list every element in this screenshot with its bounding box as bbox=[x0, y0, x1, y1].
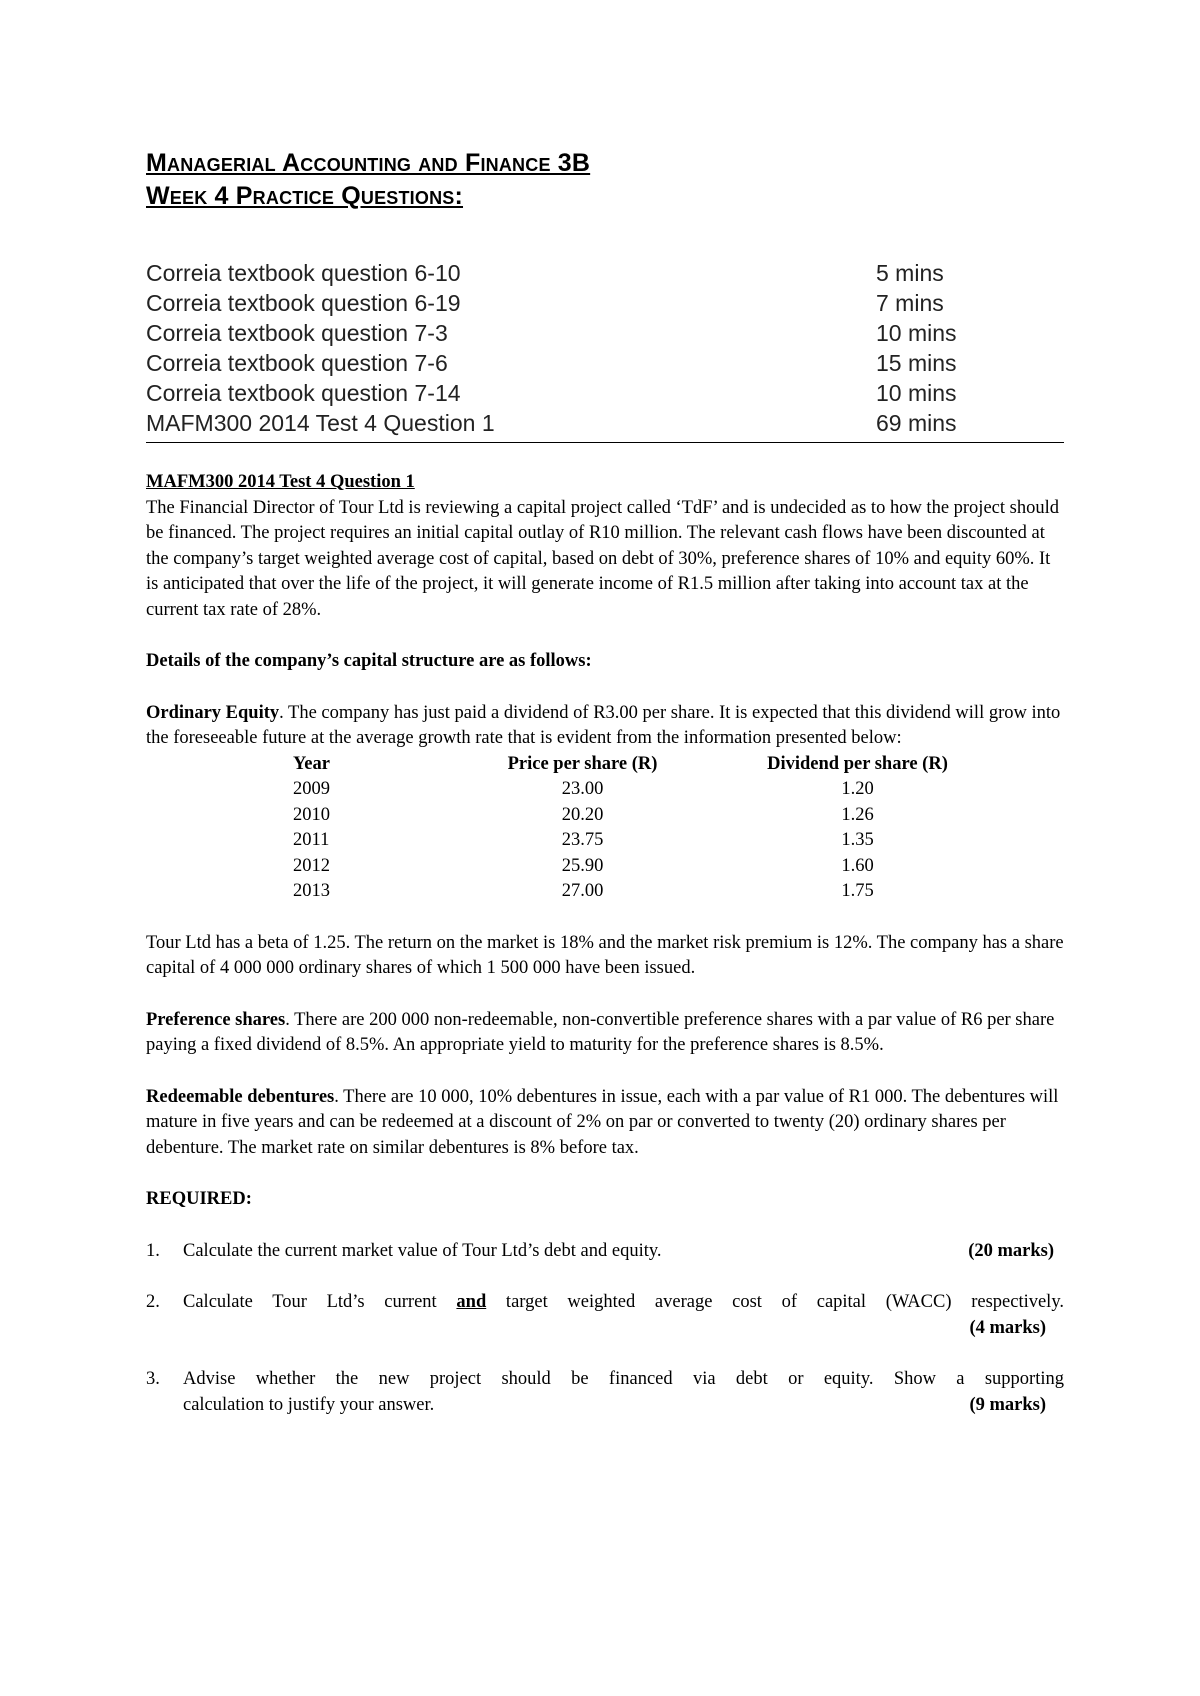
beta-paragraph: Tour Ltd has a beta of 1.25. The return on the market is 18% and the market risk premium is 12%. The company has a share capital of 4 000 000 ordinary shares of which 1 500 000 have been issued. bbox=[146, 932, 1064, 978]
question-label: Correia textbook question 7-6 bbox=[146, 350, 448, 376]
question-heading: MAFM300 2014 Test 4 Question 1 bbox=[146, 472, 415, 492]
required-heading: REQUIRED: bbox=[146, 1189, 252, 1209]
dividend-cell: 1.26 bbox=[841, 804, 874, 825]
question-label: Correia textbook question 7-3 bbox=[146, 320, 448, 346]
question-label: Correia textbook question 6-19 bbox=[146, 290, 461, 316]
question-label: MAFM300 2014 Test 4 Question 1 bbox=[146, 410, 495, 436]
required-item-2 bbox=[146, 1290, 1064, 1341]
dividend-cell: 1.75 bbox=[841, 881, 874, 901]
year-cell: 2011 bbox=[293, 830, 330, 850]
question-label: Correia textbook question 6-10 bbox=[146, 260, 461, 286]
question-time: 15 mins bbox=[876, 350, 957, 376]
dividend-cell: 1.60 bbox=[841, 855, 874, 876]
equity-label: Ordinary Equity bbox=[146, 702, 280, 723]
question-time: 5 mins bbox=[876, 260, 944, 286]
price-cell: 27.00 bbox=[561, 881, 604, 901]
debenture-paragraph bbox=[146, 1085, 1064, 1162]
capital-structure-heading: Details of the company’s capital structure are as follows: bbox=[146, 651, 592, 671]
practice-question-list bbox=[146, 258, 1064, 443]
list-item bbox=[146, 378, 1064, 408]
required-item-1 bbox=[146, 1239, 1064, 1265]
course-title: Managerial Accounting and Finance 3B bbox=[146, 149, 591, 177]
year-cell: 2013 bbox=[293, 881, 330, 901]
item-marks: (9 marks) bbox=[969, 1394, 1046, 1415]
share-history-table bbox=[146, 752, 990, 905]
year-cell: 2012 bbox=[293, 855, 330, 876]
question-time: 69 mins bbox=[876, 410, 957, 436]
preference-label: Preference shares bbox=[146, 1009, 286, 1030]
item-marks: (4 marks) bbox=[969, 1317, 1046, 1338]
question-time: 7 mins bbox=[876, 290, 944, 316]
debenture-text: . There are 10 000, 10% debentures in issue, each with a par value of R1 000. The debentures will mature in five years and can be redeemed at a discount of 2% on par or converted to twenty (20) ordinary shares per debenture. The market rate on similar debentures is 8% before tax. bbox=[146, 1086, 1059, 1158]
list-item bbox=[146, 408, 1064, 438]
table-row bbox=[146, 803, 990, 829]
item-number: 1. bbox=[146, 1240, 160, 1261]
item-text-start: Calculate Tour Ltd’s current bbox=[183, 1292, 457, 1312]
document-page bbox=[146, 0, 1064, 1696]
equity-text: . The company has just paid a dividend of R3.00 per share. It is expected that this dividend will grow into the foreseeable future at the average growth rate that is evident from the information presented below: bbox=[146, 702, 1061, 748]
week-title: Week 4 Practice Questions: bbox=[146, 182, 464, 210]
price-cell: 23.00 bbox=[561, 779, 604, 799]
item-number: 3. bbox=[146, 1369, 160, 1389]
item-number: 2. bbox=[146, 1292, 160, 1312]
table-header-row bbox=[146, 752, 990, 778]
item-text: Calculate the current market value of Tour Ltd’s debt and equity. bbox=[183, 1240, 662, 1261]
item-text-end: target weighted average cost of capital (WACC) respectively. bbox=[486, 1292, 1064, 1312]
item-marks: (20 marks) bbox=[968, 1240, 1054, 1261]
required-item-3 bbox=[146, 1367, 1064, 1418]
intro-paragraph: The Financial Director of Tour Ltd is reviewing a capital project called ‘TdF’ and is undecided as to how the project should be financed. The project requires an initial capital outlay of R10 million. The relevant cash flows have been discounted at the company’s target weighted average cost of capital, based on debt of 30%, preference shares of 10% and equity 60%. It is anticipated that over the life of the project, it will generate income of R1.5 million after taking into account tax at the current tax rate of 28%. bbox=[146, 497, 1059, 620]
question-body bbox=[146, 470, 1064, 1418]
list-item bbox=[146, 348, 1064, 378]
year-cell: 2010 bbox=[293, 804, 330, 825]
item-text-line2: calculation to justify your answer. bbox=[183, 1394, 435, 1415]
table-row bbox=[146, 879, 990, 905]
table-row bbox=[146, 854, 990, 880]
preference-text: . There are 200 000 non-redeemable, non-convertible preference shares with a par value of R6 per share paying a fixed dividend of 8.5%. An appropriate yield to maturity for the preference shares is 8.5%. bbox=[146, 1009, 1055, 1055]
debenture-label: Redeemable debentures bbox=[146, 1086, 335, 1107]
table-row bbox=[146, 777, 990, 803]
year-cell: 2009 bbox=[293, 779, 330, 799]
price-cell: 25.90 bbox=[561, 855, 604, 876]
item-text bbox=[183, 1290, 1064, 1316]
question-time: 10 mins bbox=[876, 320, 957, 346]
equity-paragraph bbox=[146, 701, 1064, 752]
question-label: Correia textbook question 7-14 bbox=[146, 380, 461, 406]
question-time: 10 mins bbox=[876, 380, 957, 406]
preference-paragraph bbox=[146, 1008, 1064, 1059]
column-header: Dividend per share (R) bbox=[767, 753, 948, 774]
price-cell: 20.20 bbox=[561, 804, 604, 825]
table-row bbox=[146, 828, 990, 854]
item-text-line1: Advise whether the new project should be financed via debt or equity. Show a supporting bbox=[183, 1369, 1064, 1389]
price-cell: 23.75 bbox=[561, 830, 604, 850]
dividend-cell: 1.35 bbox=[841, 830, 874, 850]
column-header: Year bbox=[293, 753, 330, 774]
list-item bbox=[146, 318, 1064, 348]
list-item bbox=[146, 258, 1064, 288]
list-item bbox=[146, 288, 1064, 318]
item-text-emphasis: and bbox=[456, 1292, 487, 1312]
column-header: Price per share (R) bbox=[507, 753, 658, 774]
dividend-cell: 1.20 bbox=[841, 779, 874, 799]
